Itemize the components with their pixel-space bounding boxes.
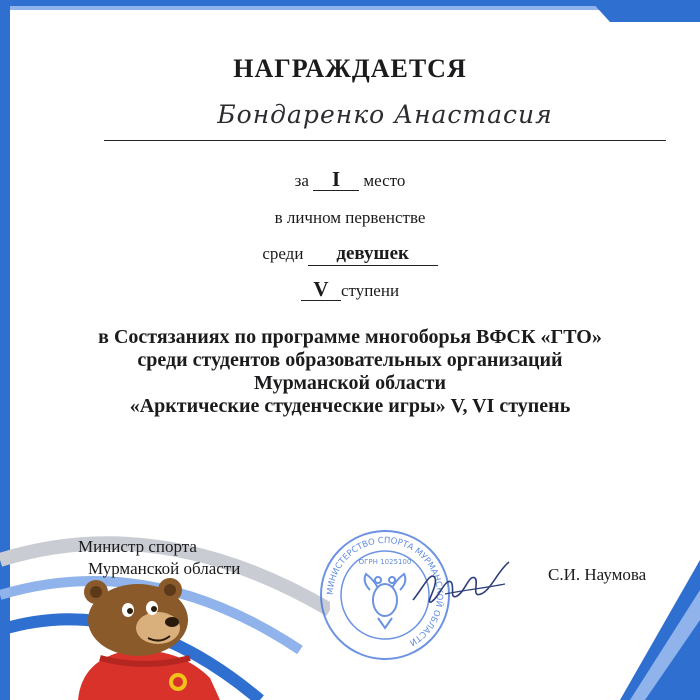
competition-description [0, 326, 700, 418]
stamp-ring-text: МИНИСТЕРСТВО СПОРТА МУРМАНСКОЙ ОБЛАСТИ [325, 535, 445, 648]
category-text: в личном первенстве [274, 208, 426, 227]
place-row [0, 168, 700, 191]
handwritten-signature [405, 548, 525, 618]
step-suffix: ступени [340, 281, 400, 300]
place-suffix: место [363, 171, 406, 190]
among-value: девушек [308, 243, 438, 266]
bear-mascot-illustration [60, 578, 230, 700]
minister-title-line: Мурманской области [88, 559, 241, 578]
stamp-inner-text: ОГРН 1025100 [358, 558, 412, 566]
coat-of-arms-icon [365, 574, 406, 628]
place-prefix: за [294, 171, 309, 190]
competition-line: в Состязаниях по программе многоборья ВФСК «ГТО» [98, 326, 602, 348]
among-prefix: среди [262, 244, 304, 263]
among-row [0, 243, 700, 266]
competition-line: Мурманской области [253, 372, 447, 394]
minister-title-line: Министр спорта [78, 537, 197, 556]
competition-line: «Арктические студенческие игры» V, VI ступень [129, 395, 571, 417]
place-value: I [313, 168, 359, 191]
minister-title [78, 536, 240, 580]
competition-line: среди студентов образовательных организаций [137, 349, 563, 371]
step-value: V [301, 278, 341, 301]
step-row [0, 278, 700, 301]
recipient-name-underline [104, 140, 666, 141]
award-title: НАГРАЖДАЕТСЯ [233, 54, 467, 83]
top-frame-stripe [0, 0, 700, 22]
recipient-name: Бондаренко Анастасия [217, 100, 553, 129]
signer-name: С.И. Наумова [548, 565, 647, 584]
